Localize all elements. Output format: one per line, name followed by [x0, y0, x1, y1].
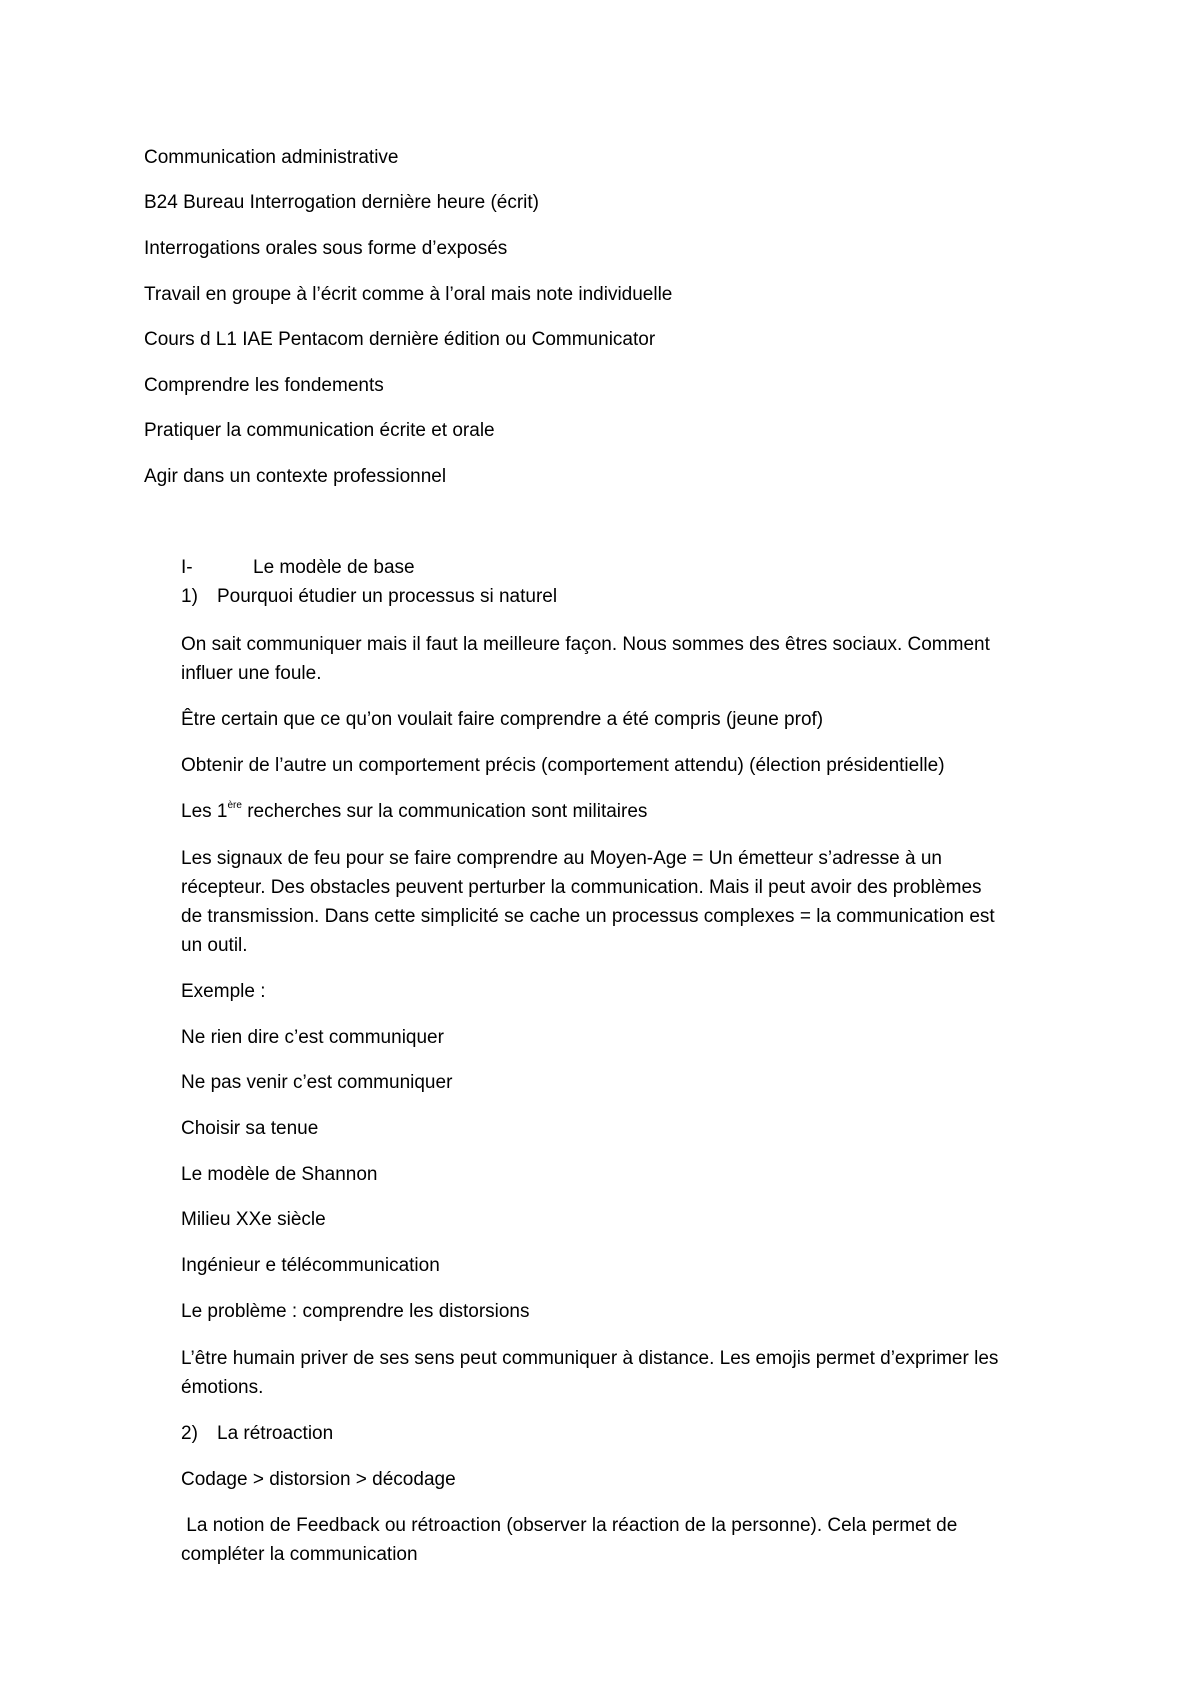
header-line: B24 Bureau Interrogation dernière heure (écrit) [144, 192, 540, 213]
subsection-title: Pourquoi étudier un processus si naturel [217, 586, 558, 607]
list-item: Choisir sa tenue [181, 1118, 319, 1139]
list-item: Milieu XXe siècle [181, 1209, 326, 1230]
section-heading [0, 553, 1200, 582]
text-fragment: Les 1 [181, 801, 228, 822]
paragraph-line: de transmission. Dans cette simplicité se cache un processus complexes = la communication est [181, 906, 995, 927]
header-line: Pratiquer la communication écrite et orale [144, 420, 495, 441]
list-item: Ingénieur e télécommunication [181, 1255, 440, 1276]
subsection-number: 1) [181, 586, 198, 607]
section-number: I- [181, 557, 193, 578]
paragraph-line: récepteur. Des obstacles peuvent perturber la communication. Mais il peut avoir des problèmes [181, 877, 982, 898]
paragraph-line: influer une foule. [181, 663, 322, 684]
header-line: Agir dans un contexte professionnel [144, 466, 447, 487]
section-title: Le modèle de base [253, 557, 415, 578]
paragraph-line: un outil. [181, 935, 248, 956]
paragraph-line: Obtenir de l’autre un comportement précis (comportement attendu) (élection présidentielle) [181, 755, 945, 776]
header-line: Comprendre les fondements [144, 375, 384, 396]
list-item: Le problème : comprendre les distorsions [181, 1301, 530, 1322]
list-item: Ne rien dire c’est communiquer [181, 1027, 444, 1048]
header-line: Travail en groupe à l’écrit comme à l’oral mais note individuelle [144, 284, 673, 305]
subsection-number: 2) [181, 1423, 198, 1444]
header-line: Cours d L1 IAE Pentacom dernière édition ou Communicator [144, 329, 656, 350]
paragraph-line: émotions. [181, 1377, 264, 1398]
header-line: Interrogations orales sous forme d’exposés [144, 238, 508, 259]
doc-title: Communication administrative [144, 147, 399, 168]
superscript: ère [227, 799, 242, 811]
text-fragment: recherches sur la communication sont militaires [241, 801, 648, 822]
paragraph-line: Être certain que ce qu’on voulait faire comprendre a été compris (jeune prof) [181, 709, 824, 730]
paragraph-line: Les signaux de feu pour se faire comprendre au Moyen-Age = Un émetteur s’adresse à un [181, 848, 942, 869]
subsection-title: La rétroaction [217, 1423, 334, 1444]
paragraph-line: L’être humain priver de ses sens peut communiquer à distance. Les emojis permet d’exprimer les [181, 1348, 999, 1369]
subsection-heading [0, 1419, 1200, 1448]
subsection-heading [0, 582, 1200, 611]
paragraph-line: compléter la communication [181, 1544, 418, 1565]
list-item: Le modèle de Shannon [181, 1164, 378, 1185]
paragraph-line [181, 797, 647, 826]
paragraph-line: La notion de Feedback ou rétroaction (observer la réaction de la personne). Cela permet de [181, 1515, 958, 1536]
list-item: Exemple : [181, 981, 266, 1002]
paragraph-line: Codage > distorsion > décodage [181, 1469, 456, 1490]
list-item: Ne pas venir c’est communiquer [181, 1072, 453, 1093]
paragraph-line: On sait communiquer mais il faut la meilleure façon. Nous sommes des êtres sociaux. Comment [181, 634, 990, 655]
